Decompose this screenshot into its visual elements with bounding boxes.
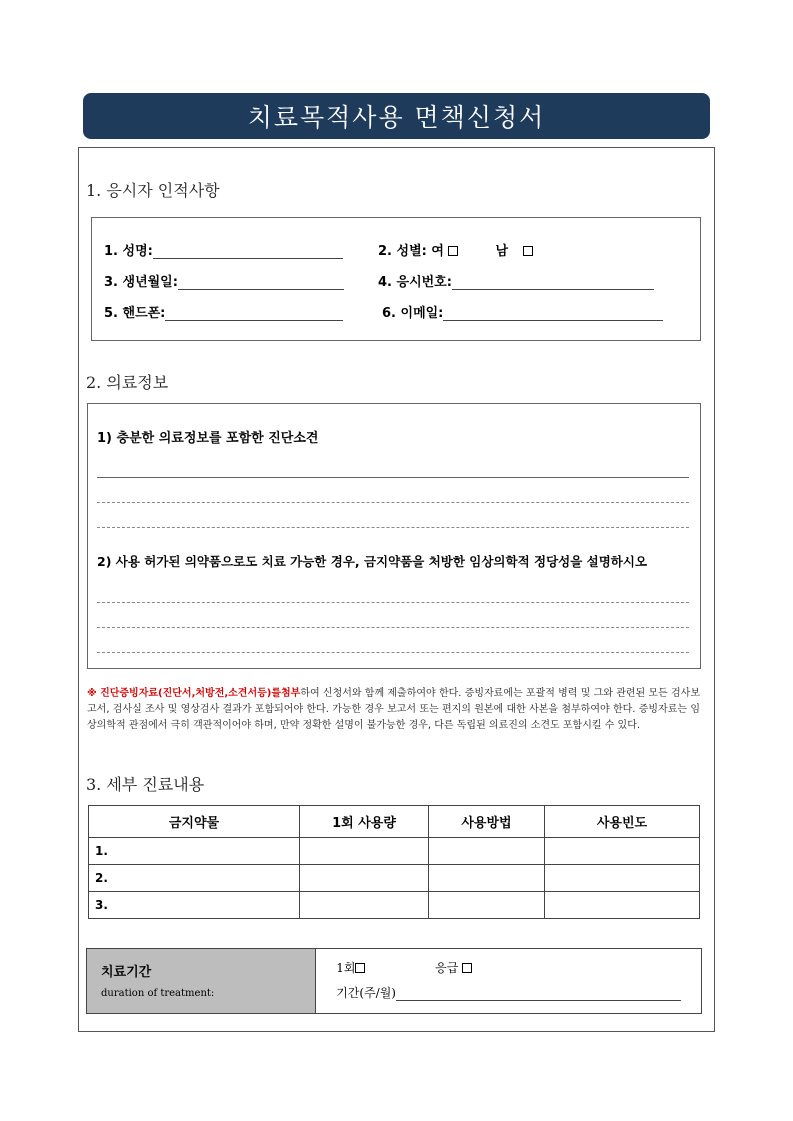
phone-label: 5. 핸드폰: (104, 306, 166, 321)
phone-field[interactable] (165, 306, 343, 321)
period-label-cell (87, 949, 316, 1013)
diagnosis-question: 1) 충분한 의료정보를 포함한 진단소견 (97, 431, 319, 446)
col-dose: 1회 사용량 (300, 806, 429, 838)
duration-row (336, 984, 681, 1001)
section1-heading: 1. 응시자 인적사항 (86, 181, 220, 200)
email-label: 6. 이메일: (382, 306, 444, 321)
row-number[interactable]: 1. (89, 838, 300, 865)
justification-question: 2) 사용 허가된 의약품으로도 치료 가능한 경우, 금지약품을 처방한 임상의학적 정당성을 설명하시오 (97, 554, 648, 569)
period-input-cell (316, 949, 701, 1013)
name-label: 1. 성명: (104, 244, 153, 259)
table-cell[interactable] (545, 838, 700, 865)
gender-label: 2. 성별: (378, 244, 427, 259)
note-mark: ※ (87, 688, 97, 699)
male-checkbox[interactable] (523, 246, 533, 256)
treatment-period-box (86, 948, 702, 1014)
table-cell[interactable] (300, 865, 429, 892)
diagnosis-line-2[interactable] (97, 502, 689, 503)
justification-line-3[interactable] (97, 652, 689, 653)
form-title: 치료목적사용 면책신청서 (83, 93, 710, 139)
table-cell[interactable] (429, 838, 545, 865)
table-cell[interactable] (545, 865, 700, 892)
table-row (89, 892, 700, 919)
period-label-en: duration of treatment: (101, 988, 215, 999)
period-options-row (336, 959, 681, 976)
dob-label: 3. 생년월일: (104, 275, 178, 290)
exam-no-row (378, 271, 654, 290)
table-header-row (89, 806, 700, 838)
col-drug: 금지약물 (89, 806, 300, 838)
justification-line-2[interactable] (97, 627, 689, 628)
exam-no-label: 4. 응시번호: (378, 275, 452, 290)
personal-info-box (91, 217, 701, 341)
attachment-note (87, 686, 700, 734)
name-row (104, 240, 343, 259)
dob-row (104, 271, 344, 290)
col-frequency: 사용빈도 (545, 806, 700, 838)
period-label-ko: 치료기간 (101, 965, 152, 980)
table-cell[interactable] (429, 892, 545, 919)
once-checkbox[interactable] (355, 963, 365, 973)
email-row (382, 302, 663, 321)
emergency-checkbox[interactable] (462, 963, 472, 973)
phone-row (104, 302, 343, 321)
duration-field[interactable] (396, 986, 681, 1001)
table-cell[interactable] (429, 865, 545, 892)
exam-no-field[interactable] (452, 275, 654, 290)
table-row (89, 865, 700, 892)
section3-heading: 3. 세부 진료내용 (86, 775, 205, 794)
once-label: 1회 (336, 961, 356, 975)
gender-row (378, 240, 533, 259)
note-body: 하여 신청서와 함께 제출하여야 한다. 증빙자료에는 포괄적 병력 및 그와 관련된 모든 검사보고서, 검사실 조사 및 영상검사 결과가 포함되어야 한다. 가능한 경우 보고서 또는 편지의 원본에 대한 사본을 첨부하여야 한다. 증빙자료는 임상의학적 관점에서 극히 객관적이어야 하며, 만약 정확한 설명이 불가능한 경우, 다른 독립된 의료진의 소견도 포함시킬 수 있다. (87, 688, 700, 731)
table-cell[interactable] (545, 892, 700, 919)
table-cell[interactable] (300, 892, 429, 919)
note-highlight: 진단증빙자료(진단서,처방전,소견서등)를첨부 (100, 688, 301, 699)
row-number[interactable]: 2. (89, 865, 300, 892)
section2-heading: 2. 의료정보 (86, 373, 169, 392)
col-method: 사용방법 (429, 806, 545, 838)
diagnosis-line-1[interactable] (97, 477, 689, 478)
emergency-label: 응급 (435, 961, 459, 975)
email-field[interactable] (443, 306, 663, 321)
dob-field[interactable] (178, 275, 344, 290)
female-checkbox[interactable] (448, 246, 458, 256)
justification-line-1[interactable] (97, 602, 689, 603)
duration-label: 기간(주/월) (336, 986, 396, 1000)
name-field[interactable] (153, 244, 343, 259)
female-label: 여 (431, 244, 444, 259)
table-row (89, 838, 700, 865)
male-label: 남 (495, 244, 509, 259)
table-cell[interactable] (300, 838, 429, 865)
row-number[interactable]: 3. (89, 892, 300, 919)
diagnosis-line-3[interactable] (97, 527, 689, 528)
treatment-table (88, 805, 700, 919)
